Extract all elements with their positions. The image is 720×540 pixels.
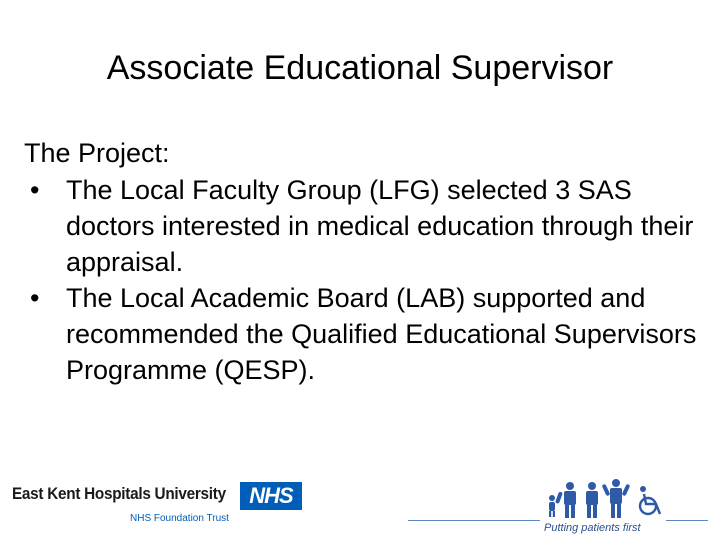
bullet-item bbox=[24, 280, 704, 388]
bullet-list bbox=[24, 172, 704, 388]
nhs-logo: NHS bbox=[240, 482, 302, 510]
organisation-name: East Kent Hospitals University bbox=[12, 484, 226, 503]
family-figures-icon bbox=[542, 478, 668, 518]
tagline: Putting patients first bbox=[544, 522, 641, 534]
trust-name: NHS Foundation Trust bbox=[130, 513, 229, 524]
tagline-logo bbox=[408, 478, 708, 538]
bullet-text: The Local Faculty Group (LFG) selected 3 SAS doctors interested in medical education through their appraisal. bbox=[66, 175, 694, 277]
divider-line bbox=[408, 520, 540, 521]
bullet-marker: • bbox=[30, 283, 40, 313]
slide-body bbox=[24, 136, 704, 388]
slide-title: Associate Educational Supervisor bbox=[106, 49, 614, 87]
intro-text: The Project: bbox=[24, 138, 170, 168]
bullet-marker: • bbox=[30, 175, 40, 205]
bullet-text: The Local Academic Board (LAB) supported and recommended the Qualified Educational Supervisors Programme (QESP). bbox=[66, 283, 697, 385]
divider-line bbox=[666, 520, 708, 521]
organisation-logo bbox=[12, 478, 302, 534]
wheelchair-icon bbox=[640, 494, 660, 514]
bullet-item bbox=[24, 172, 704, 280]
